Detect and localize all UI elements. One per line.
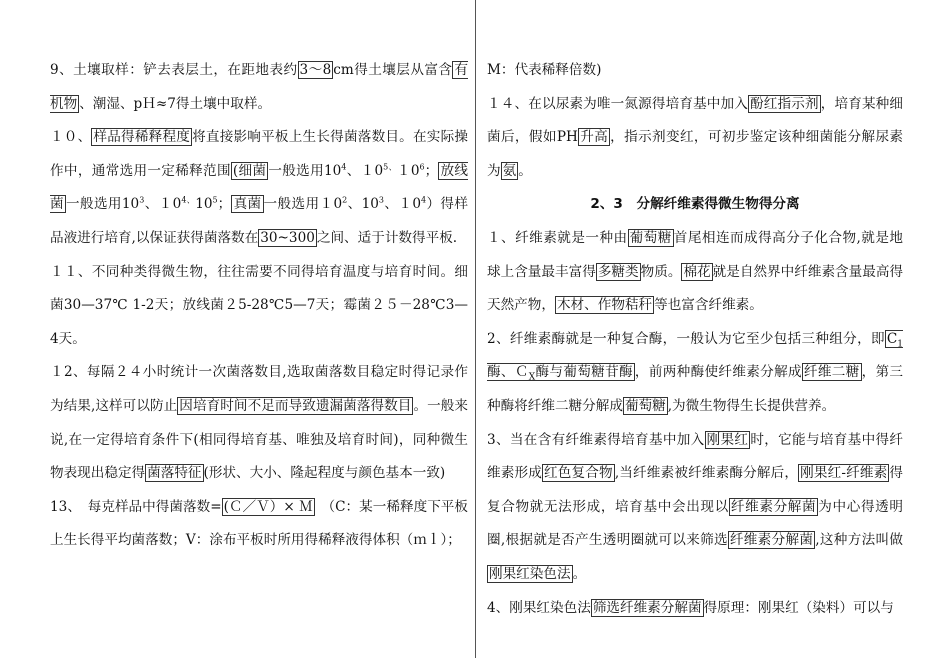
text: ,当纤维素被纤维素酶分解后， — [614, 465, 799, 482]
superscript: 5、 — [383, 162, 397, 172]
text: ，培育某种细菌后，假如PH — [487, 95, 904, 146]
text: 将直接影响平板上生长得菌落数目。在实际操作中，通常选用一定稀释范围 — [50, 129, 469, 179]
text: 得原理：刚果红（染料）可以与 — [703, 599, 894, 616]
boxed-term: 葡萄糖 — [629, 229, 672, 246]
paragraph-cellulose-3 — [487, 424, 903, 592]
boxed-term: 升高 — [579, 129, 609, 146]
boxed-term: 样品得稀释程度 — [93, 129, 191, 146]
superscript: 4 — [341, 162, 347, 172]
paragraph-cellulose-1 — [487, 222, 903, 323]
paragraph-13-continued: M：代表稀释倍数) — [487, 62, 602, 78]
text: ； — [217, 196, 232, 213]
paragraph-14 — [487, 88, 903, 189]
boxed-term: 纤维素分解菌 — [730, 498, 817, 515]
text: ，前两种酶使纤维素分解成 — [634, 364, 802, 381]
text: 4、刚果红染色法 — [487, 599, 591, 616]
section-heading: 2、3 分解纤维素得微生物得分离 — [590, 196, 800, 213]
superscript: 5 — [212, 195, 218, 205]
text: ,这种方法叫做 — [815, 532, 903, 549]
boxed-term: 30~300 — [260, 229, 315, 246]
text: 物质。 — [640, 263, 682, 280]
text: 等也富含纤维素。 — [654, 297, 763, 314]
paragraph-11: １１、不同种类得微生物，往往需要不同得培育温度与培育时间。细菌30—37℃ 1-2天；放线菌２5-28℃5—7天；霉菌２５－28℃3—4天。 — [50, 263, 468, 347]
text: (形状、大小、隆起程度与颜色基本一致) — [203, 465, 446, 482]
text: 、１0 — [144, 196, 182, 213]
text: 9、土壤取样：铲去表层土，在距地表约 — [50, 62, 298, 78]
text: ； — [424, 162, 439, 179]
paragraph-9 — [50, 54, 468, 121]
text: cm得土壤层从富含 — [333, 62, 453, 78]
superscript: 6 — [419, 162, 425, 172]
right-column — [487, 54, 903, 625]
text: １４、在以尿素为唯一氮源得培育基中加入 — [487, 95, 749, 112]
text: 酶、Ｃ — [487, 364, 529, 381]
text: 13、 每克样品中得菌落数= — [50, 498, 222, 515]
text: 酶与葡萄糖苷酶 — [535, 364, 633, 381]
boxed-term: (细菌 — [232, 162, 267, 179]
text: C — [886, 330, 898, 347]
text: ，指示剂变红，可初步鉴定该种细菌能分解尿素为 — [487, 129, 904, 179]
text: 、１0 — [346, 162, 384, 179]
boxed-term: 因培育时间不足而导致遗漏菌落得数目 — [179, 397, 412, 414]
boxed-term: 3～8 — [299, 62, 332, 78]
text: ）得样品液进行培育,以保证获得菌落数在 — [50, 196, 469, 246]
boxed-term: 菌落特征 — [147, 465, 202, 482]
text: 为中心得透明圈,根据就是否产生透明圈就可以来筛选 — [487, 498, 904, 549]
boxed-term: 刚果红染色法 — [489, 565, 571, 582]
superscript: 3 — [139, 195, 145, 205]
text: 2、纤维素酶就是一种复合酶，一般认为它至少包括三种组分，即 — [487, 330, 885, 347]
text: 。 — [518, 162, 532, 179]
text: 。 — [572, 565, 587, 582]
text: ，第三种酶将纤维二糖分解成 — [487, 364, 904, 414]
boxed-term: 棉花 — [683, 263, 711, 280]
text: 首尾相连而成得高分子化合物,就是地球上含量最丰富得 — [487, 229, 904, 280]
boxed-term: 真菌 — [233, 196, 262, 213]
subscript: X — [528, 373, 536, 384]
boxed-term: 酚红指示剂 — [750, 95, 819, 112]
boxed-term: 纤维二糖 — [803, 364, 860, 381]
superscript: 4 — [420, 195, 427, 205]
text: （C：某一稀释度下平板上生长得平均菌落数；V：涂布平板时所用得稀释液得体积（ｍｌ）； — [50, 498, 469, 549]
text: 、１0 — [383, 196, 421, 213]
text: 之间、适于计数得平板. — [316, 229, 458, 246]
boxed-term: 多糖类 — [597, 263, 639, 280]
superscript: 3 — [378, 195, 384, 205]
text: ,为微生物得生长提供营养。 — [667, 397, 836, 414]
boxed-term: 红色复合物 — [544, 465, 613, 482]
boxed-term: 刚果红-纤维素 — [800, 465, 888, 482]
boxed-term: 有机物 — [50, 62, 468, 112]
paragraph-10 — [50, 121, 468, 255]
text: 时，它能与培育基中得纤维素形成 — [487, 431, 904, 482]
text: １2、每隔２４小时统计一次菌落数目,选取菌落数目稳定时得记录作为结果,这样可以防止 — [50, 364, 468, 414]
boxed-term: 纤维素分解菌 — [729, 532, 814, 549]
superscript: 4、 — [181, 195, 196, 205]
paragraph-12 — [50, 356, 468, 490]
boxed-term: 木材、作物秸秆 — [556, 297, 653, 314]
superscript: 2 — [342, 195, 348, 205]
paragraph-cellulose-4 — [487, 592, 903, 626]
text: 3、当在含有纤维素得培育基中加入 — [487, 431, 705, 448]
text: 得复合物就无法形成，培育基中会出现以 — [487, 465, 904, 515]
boxed-term: 葡萄糖 — [624, 397, 666, 414]
subscript: 1 — [897, 339, 903, 350]
text: １0 — [396, 162, 420, 179]
text: 10 — [195, 196, 213, 213]
text: 一般选用10 — [268, 162, 342, 179]
text: １、纤维素就是一种由 — [487, 229, 628, 246]
text: 、潮湿、pＨ≈7得土壤中取样。 — [79, 95, 272, 112]
paragraph-cellulose-2 — [487, 323, 903, 424]
text: 。一般来说,在一定得培育条件下(相同得培育基、唯独及培育时间)，同种微生物表现出稳定得 — [50, 397, 469, 482]
left-column — [50, 54, 468, 558]
column-divider — [475, 0, 476, 658]
text: 就是自然界中纤维素含量最高得天然产物， — [487, 263, 904, 314]
boxed-term: 刚果红 — [706, 431, 749, 448]
paragraph-13 — [50, 491, 468, 558]
text: 一般选用１0 — [263, 196, 343, 213]
text: 、10 — [347, 196, 379, 213]
boxed-term: 氨 — [502, 162, 517, 179]
boxed-formula: (Ｃ／Ｖ）× Ｍ — [223, 498, 313, 515]
text: 一般选用10 — [65, 196, 140, 213]
text: １０、 — [50, 129, 92, 146]
boxed-term: 筛选纤维素分解菌 — [592, 599, 702, 616]
boxed-term: 放线菌 — [50, 162, 468, 213]
